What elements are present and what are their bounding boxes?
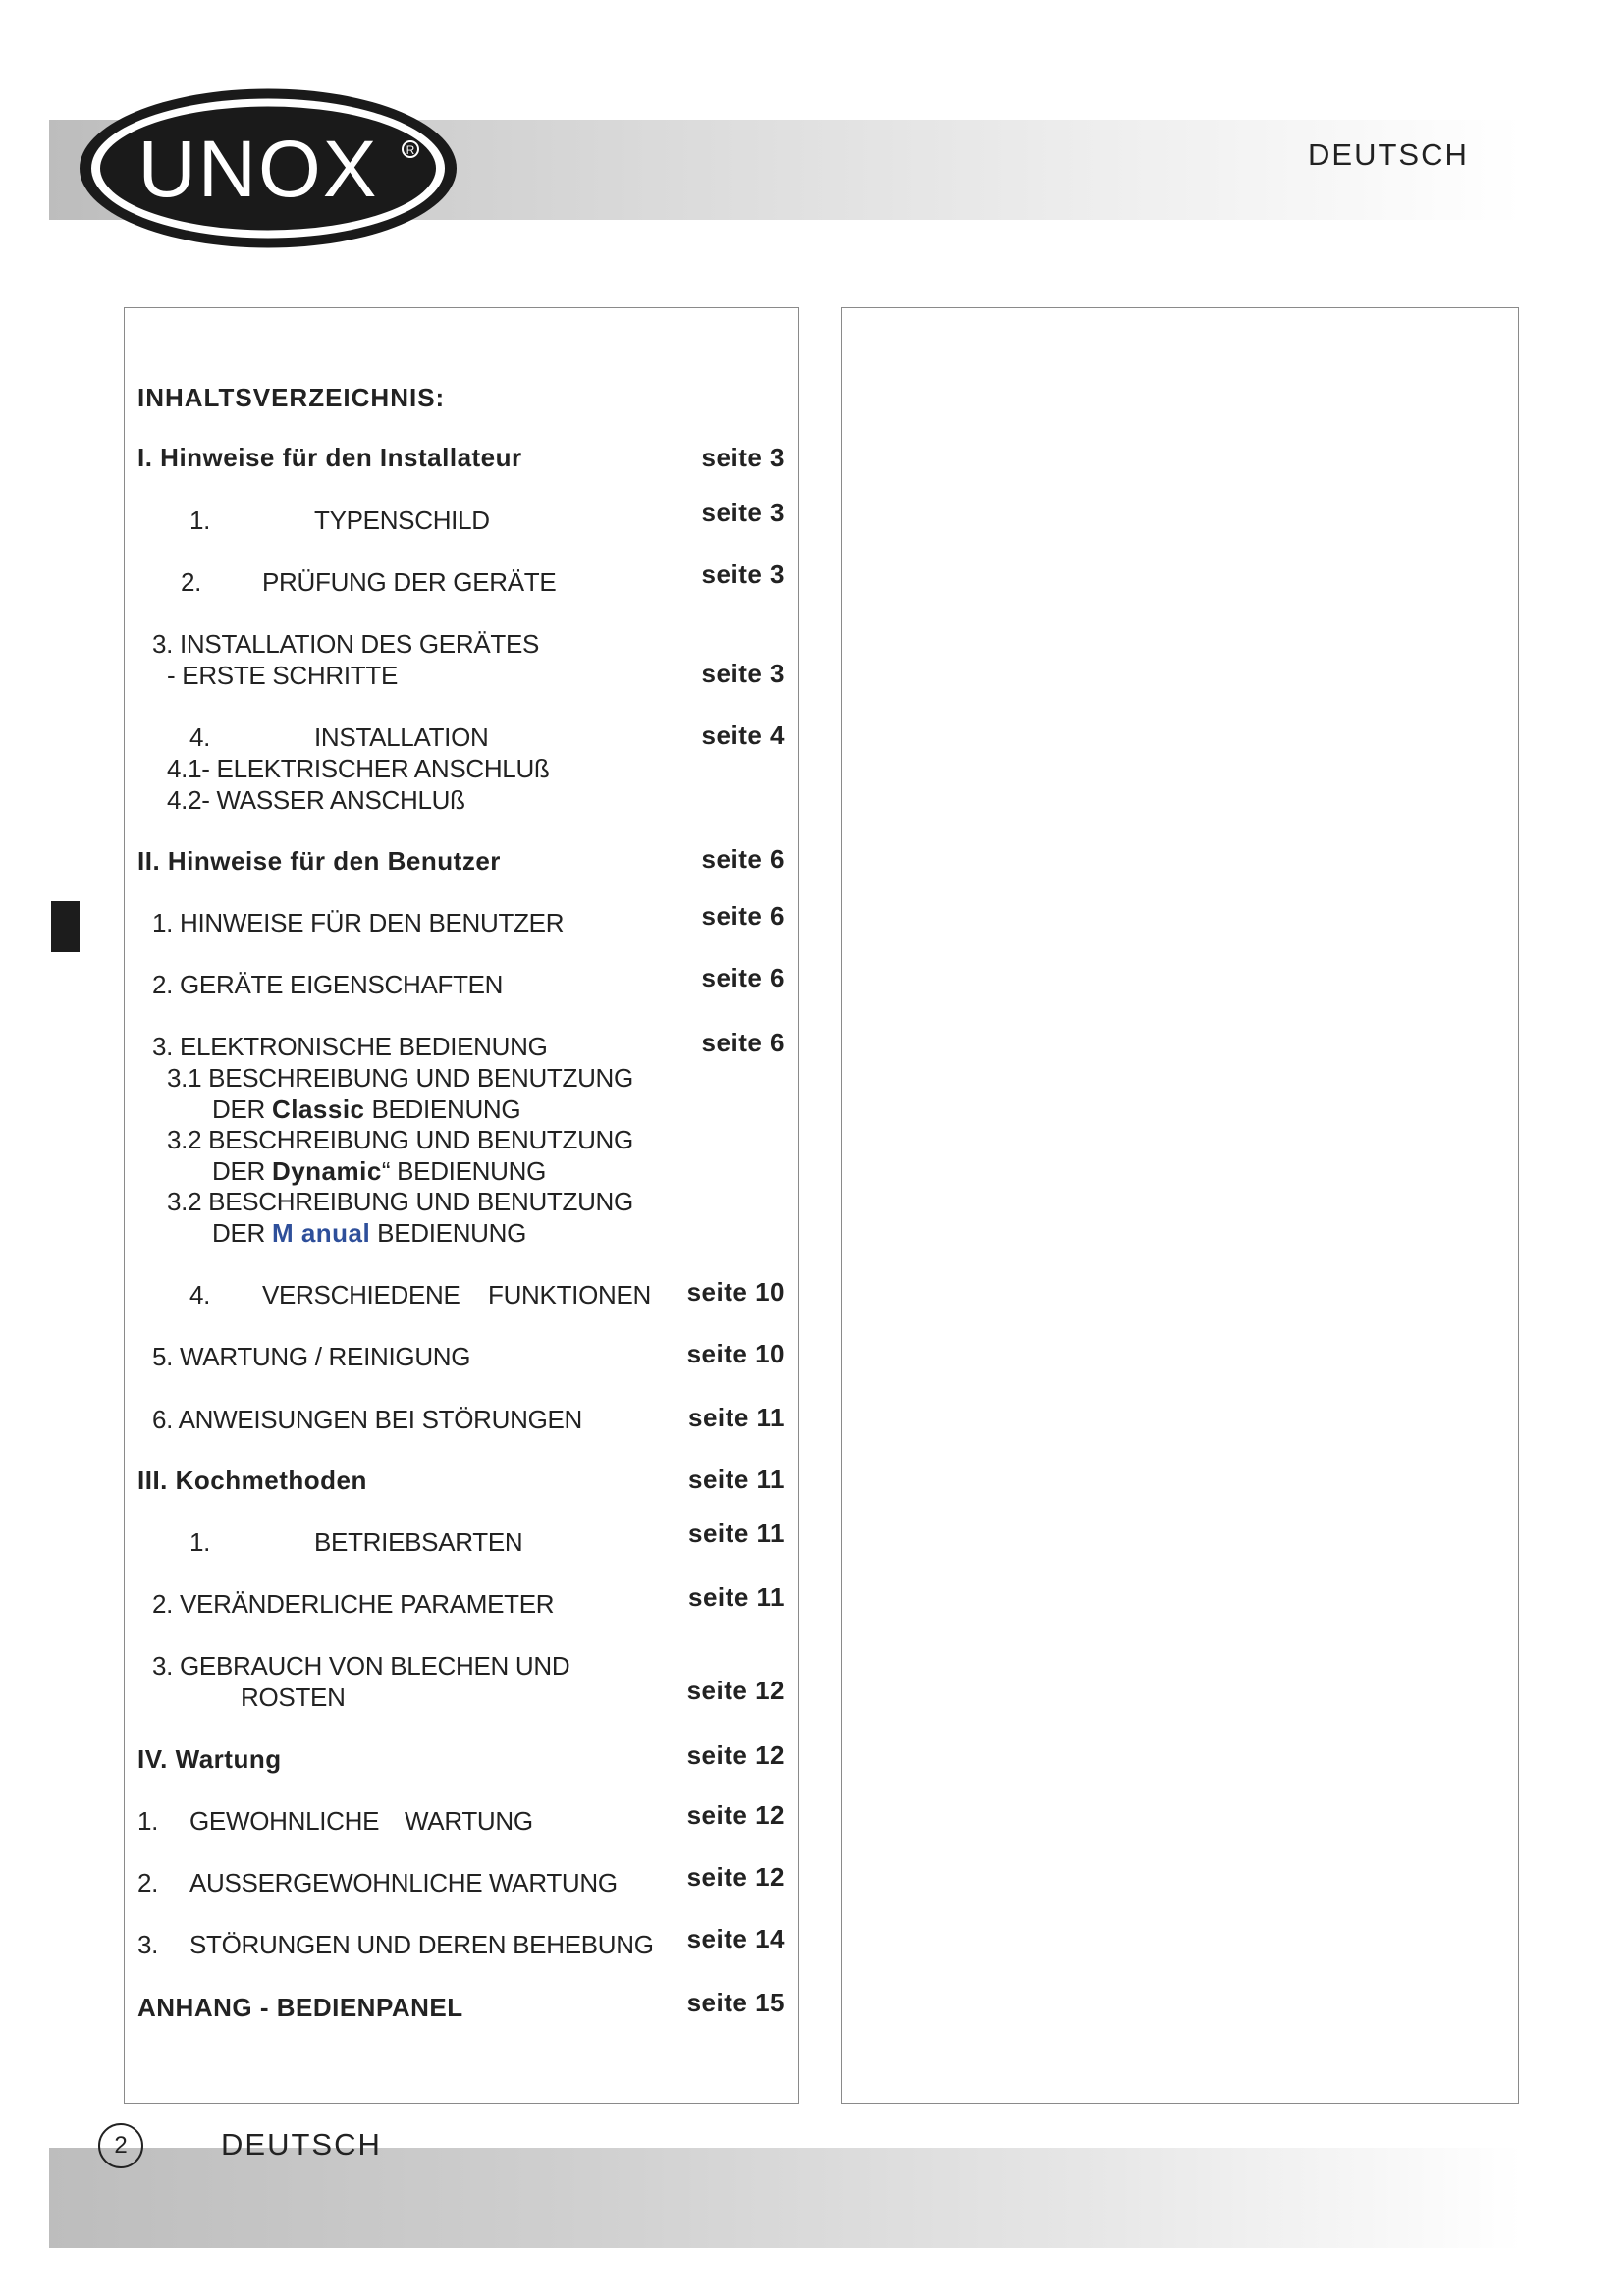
toc-entry-page: seite 6: [701, 1028, 785, 1057]
toc-entry-number: 1.: [137, 1806, 159, 1836]
toc-entry-page: seite 4: [701, 721, 785, 750]
toc-entry-text: FUNKTIONEN: [488, 1280, 652, 1309]
toc-subentry: 3.2 BESCHREIBUNG UND BENUTZUNG: [167, 1125, 633, 1154]
toc-entry-page: seite 14: [686, 1924, 785, 1953]
section-page: seite 12: [686, 1740, 785, 1770]
logo-text: UNOX: [137, 125, 379, 214]
toc-entry-page: seite 10: [686, 1277, 785, 1307]
toc-entry-number: 1.: [189, 506, 211, 535]
toc-entry-text: WARTUNG: [405, 1806, 533, 1836]
toc-subentry: DER Dynamic“ BEDIENUNG: [212, 1156, 546, 1186]
toc-entry-text: BETRIEBSARTEN: [314, 1527, 523, 1557]
toc-entry-text: STÖRUNGEN UND DEREN BEHEBUNG: [189, 1930, 654, 1959]
empty-panel: [841, 307, 1519, 2104]
toc-entry-text: 5. WARTUNG / REINIGUNG: [152, 1342, 471, 1371]
svg-text:R: R: [406, 143, 415, 157]
toc-entry-page: seite 11: [688, 1403, 785, 1432]
toc-entry-page: seite 11: [688, 1519, 785, 1548]
toc-entry-number: 2.: [137, 1868, 159, 1897]
toc-subentry: 4.1- ELEKTRISCHER ANSCHLUß: [167, 754, 550, 783]
toc-entry-page: seite 6: [701, 963, 785, 992]
section-page: seite 15: [686, 1988, 785, 2017]
toc-entry-text: 6. ANWEISUNGEN BEI STÖRUNGEN: [152, 1405, 583, 1434]
header-language: DEUTSCH: [1308, 137, 1469, 172]
section-page: seite 11: [688, 1465, 785, 1494]
toc-subentry: 3.2 BESCHREIBUNG UND BENUTZUNG: [167, 1187, 633, 1216]
toc-entry-number: 2.: [181, 567, 202, 597]
toc-subentry: 3.1 BESCHREIBUNG UND BENUTZUNG: [167, 1063, 633, 1093]
section-title: IV. Wartung: [137, 1744, 282, 1774]
toc-entry-text: 2. VERÄNDERLICHE PARAMETER: [152, 1589, 555, 1619]
toc-entry-number: 1.: [189, 1527, 211, 1557]
section-title: II. Hinweise für den Benutzer: [137, 846, 501, 876]
toc-entry-text: 3. GEBRAUCH VON BLECHEN UND: [152, 1651, 570, 1681]
toc-entry-text: ROSTEN: [241, 1682, 346, 1712]
toc-entry-text: TYPENSCHILD: [314, 506, 490, 535]
unox-logo: [77, 86, 460, 250]
toc-entry-text: 3. INSTALLATION DES GERÄTES: [152, 629, 540, 659]
toc-entry-number: 3.: [137, 1930, 159, 1959]
toc-entry-text: 3. ELEKTRONISCHE BEDIENUNG: [152, 1032, 548, 1061]
toc-entry-page: seite 11: [688, 1582, 785, 1612]
toc-subentry: DER Classic BEDIENUNG: [212, 1095, 521, 1124]
toc-entry-page: seite 3: [701, 560, 785, 589]
toc-entry-number: 4.: [189, 1280, 211, 1309]
toc-subentry: DER M anual BEDIENUNG: [212, 1218, 527, 1248]
toc-heading: INHALTSVERZEICHNIS:: [137, 383, 446, 412]
toc-entry-text: AUSSERGEWOHNLICHE: [189, 1868, 483, 1897]
footer-band: [49, 2148, 1522, 2248]
toc-entry-text: 2. GERÄTE EIGENSCHAFTEN: [152, 970, 504, 999]
toc-entry-text: INSTALLATION: [314, 722, 489, 752]
toc-entry-page: seite 3: [701, 659, 785, 688]
toc-entry-text: 1. HINWEISE FÜR DEN BENUTZER: [152, 908, 565, 937]
toc-entry-text: WARTUNG: [489, 1868, 618, 1897]
toc-entry-page: seite 3: [701, 498, 785, 527]
toc-entry-text: VERSCHIEDENE: [262, 1280, 460, 1309]
footer-language: DEUTSCH: [221, 2127, 382, 2162]
section-page: seite 3: [701, 443, 785, 472]
section-page: seite 6: [701, 844, 785, 874]
toc-entry-page: seite 12: [686, 1800, 785, 1830]
toc-entry-page: seite 10: [686, 1339, 785, 1368]
page-number: 2: [98, 2123, 143, 2168]
toc-entry-text: GEWOHNLICHE: [189, 1806, 380, 1836]
toc-entry-text: PRÜFUNG DER GERÄTE: [262, 567, 557, 597]
section-title: ANHANG - BEDIENPANEL: [137, 1993, 463, 2022]
side-tab-marker: [51, 901, 80, 952]
toc-entry-page: seite 12: [686, 1862, 785, 1892]
toc-entry-page: seite 12: [686, 1676, 785, 1705]
toc-entry-text: - ERSTE SCHRITTE: [167, 661, 398, 690]
toc-entry-page: seite 6: [701, 901, 785, 931]
toc-entry-number: 4.: [189, 722, 211, 752]
section-title: III. Kochmethoden: [137, 1466, 367, 1495]
toc-subentry: 4.2- WASSER ANSCHLUß: [167, 785, 465, 815]
section-title: I. Hinweise für den Installateur: [137, 443, 522, 472]
